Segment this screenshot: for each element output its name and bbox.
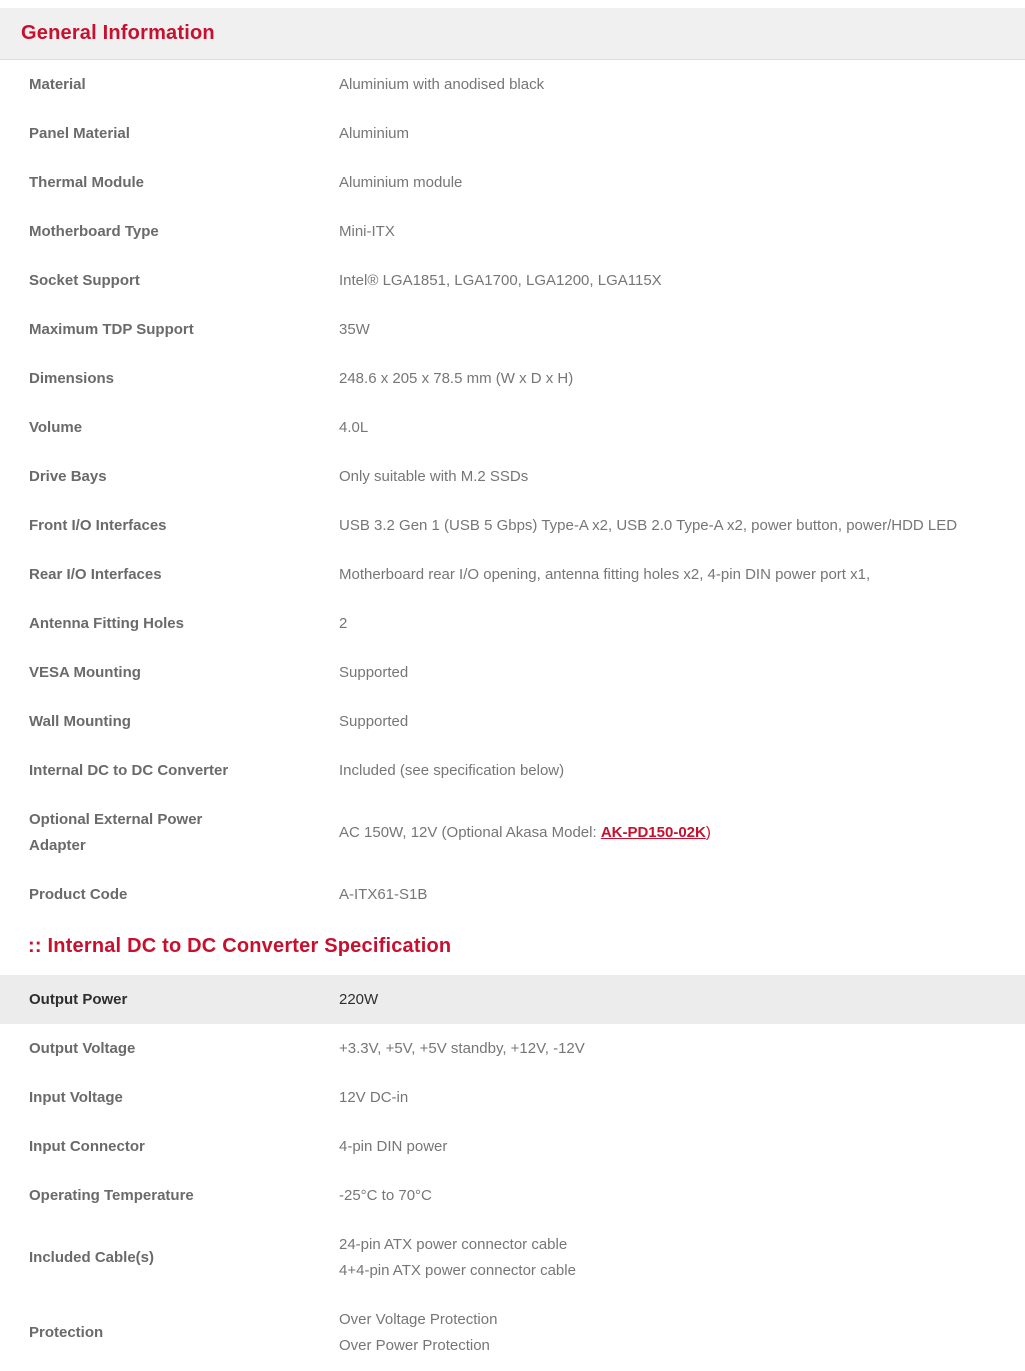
- spec-value: [339, 987, 1025, 1013]
- spec-value: [339, 219, 1025, 245]
- section-general-information: [0, 8, 1025, 919]
- spec-page: [0, 8, 1025, 1370]
- spec-value-line: Supported: [339, 712, 409, 730]
- spec-value-line: A-ITX61-S1B: [339, 885, 428, 903]
- spec-row: [0, 975, 1025, 1024]
- spec-label: Material: [29, 75, 86, 93]
- spec-row: [0, 550, 1025, 599]
- spec-label: Drive Bays: [29, 467, 107, 485]
- spec-value: [339, 611, 1025, 637]
- section-header-banner: [0, 8, 1025, 60]
- spec-row: [0, 599, 1025, 648]
- spec-row: [0, 1024, 1025, 1073]
- spec-row: [0, 109, 1025, 158]
- spec-value: [339, 1085, 1025, 1111]
- spec-value-line: USB 3.2 Gen 1 (USB 5 Gbps) Type-A x2, USB 2.0 Type-A x2, power button, power/HDD LED: [339, 516, 958, 534]
- spec-value: [339, 1232, 1025, 1284]
- spec-label: Protection: [29, 1323, 104, 1341]
- spec-value: [339, 758, 1025, 784]
- spec-row: [0, 795, 1025, 870]
- spec-value-line: Over Voltage Protection: [339, 1310, 498, 1328]
- spec-row: [0, 501, 1025, 550]
- spec-value-line: Supported: [339, 663, 409, 681]
- spec-row: [0, 158, 1025, 207]
- spec-row: [0, 697, 1025, 746]
- spec-label: Input Voltage: [29, 1088, 123, 1106]
- spec-value-line: Only suitable with M.2 SSDs: [339, 467, 529, 485]
- spec-label: Input Connector: [29, 1137, 145, 1155]
- section-dc-converter-spec: [0, 919, 1025, 1370]
- section-title-general-information: General Information: [21, 22, 215, 44]
- spec-value-line: 248.6 x 205 x 78.5 mm (W x D x H): [339, 369, 574, 387]
- spec-label: Antenna Fitting Holes: [29, 614, 184, 632]
- spec-row: [0, 354, 1025, 403]
- spec-label: Motherboard Type: [29, 222, 159, 240]
- spec-label: Output Voltage: [29, 1039, 136, 1057]
- spec-value: [339, 170, 1025, 196]
- spec-value-line: 2: [339, 614, 348, 632]
- spec-label: Included Cable(s): [29, 1248, 155, 1266]
- spec-row: [0, 870, 1025, 919]
- spec-row: [0, 305, 1025, 354]
- spec-value: [339, 820, 1025, 846]
- spec-value-line: Aluminium with anodised black: [339, 75, 545, 93]
- spec-value-line: [339, 820, 1013, 846]
- spec-label: Optional External Power Adapter: [29, 810, 203, 854]
- spec-value-line: Aluminium: [339, 124, 410, 142]
- dc-converter-spec-table: [0, 975, 1025, 1370]
- spec-label: Socket Support: [29, 271, 140, 289]
- spec-value: [339, 464, 1025, 490]
- spec-value-line: Aluminium module: [339, 173, 463, 191]
- spec-value: [339, 1134, 1025, 1160]
- spec-value: [339, 415, 1025, 441]
- spec-value-line: Included (see specification below): [339, 761, 565, 779]
- spec-row: [0, 1220, 1025, 1295]
- spec-value: [339, 513, 1025, 539]
- spec-value-line: 4.0L: [339, 418, 369, 436]
- spec-value: [339, 562, 1025, 588]
- spec-label: VESA Mounting: [29, 663, 141, 681]
- spec-row: [0, 1122, 1025, 1171]
- section-title-dc-converter-spec: :: Internal DC to DC Converter Specification: [28, 935, 452, 957]
- spec-label: Product Code: [29, 885, 128, 903]
- spec-label: Dimensions: [29, 369, 115, 387]
- spec-label: Front I/O Interfaces: [29, 516, 167, 534]
- spec-value-line: +3.3V, +5V, +5V standby, +12V, -12V: [339, 1039, 585, 1057]
- value-text: AC 150W, 12V (Optional Akasa Model:: [339, 823, 601, 841]
- spec-value-line: -25°C to 70°C: [339, 1186, 432, 1204]
- spec-value: [339, 660, 1025, 686]
- model-link[interactable]: AK-PD150-02K: [600, 823, 706, 841]
- spec-row: [0, 60, 1025, 109]
- spec-value-line: 4-pin DIN power: [339, 1137, 448, 1155]
- spec-value: [339, 882, 1025, 908]
- spec-value-line: Over Power Protection: [339, 1336, 490, 1354]
- spec-value: [339, 1183, 1025, 1209]
- spec-label: Maximum TDP Support: [29, 320, 194, 338]
- spec-value-line: 35W: [339, 320, 370, 338]
- spec-row: [0, 648, 1025, 697]
- spec-value: [339, 1307, 1025, 1359]
- spec-row: [0, 452, 1025, 501]
- spec-value-line: 220W: [339, 990, 379, 1008]
- spec-label: Volume: [29, 418, 83, 436]
- spec-label: Wall Mounting: [29, 712, 131, 730]
- spec-value: [339, 317, 1025, 343]
- spec-label: Thermal Module: [29, 173, 145, 191]
- spec-row: [0, 403, 1025, 452]
- spec-value: [339, 72, 1025, 98]
- spec-row: [0, 207, 1025, 256]
- spec-label: Internal DC to DC Converter: [29, 761, 229, 779]
- spec-value-line: 4+4-pin ATX power connector cable: [339, 1261, 576, 1279]
- spec-row: [0, 256, 1025, 305]
- general-information-table: [0, 60, 1025, 919]
- spec-value-line: 24-pin ATX power connector cable: [339, 1235, 568, 1253]
- spec-row: [0, 746, 1025, 795]
- spec-value-line: Intel® LGA1851, LGA1700, LGA1200, LGA115X: [339, 271, 662, 289]
- value-text: ): [705, 823, 711, 841]
- spec-label: Rear I/O Interfaces: [29, 565, 162, 583]
- spec-row: [0, 1171, 1025, 1220]
- spec-value-line: Motherboard rear I/O opening, antenna fitting holes x2, 4-pin DIN power port x1,: [339, 565, 871, 583]
- spec-label: Panel Material: [29, 124, 130, 142]
- spec-value-line: Mini-ITX: [339, 222, 395, 240]
- spec-row: [0, 1073, 1025, 1122]
- spec-label: Output Power: [29, 990, 128, 1008]
- spec-value-line: 12V DC-in: [339, 1088, 409, 1106]
- spec-value: [339, 121, 1025, 147]
- spec-value: [339, 1036, 1025, 1062]
- spec-row: [0, 1295, 1025, 1370]
- spec-value: [339, 709, 1025, 735]
- spec-value: [339, 366, 1025, 392]
- spec-label: Operating Temperature: [29, 1186, 194, 1204]
- spec-value: [339, 268, 1025, 294]
